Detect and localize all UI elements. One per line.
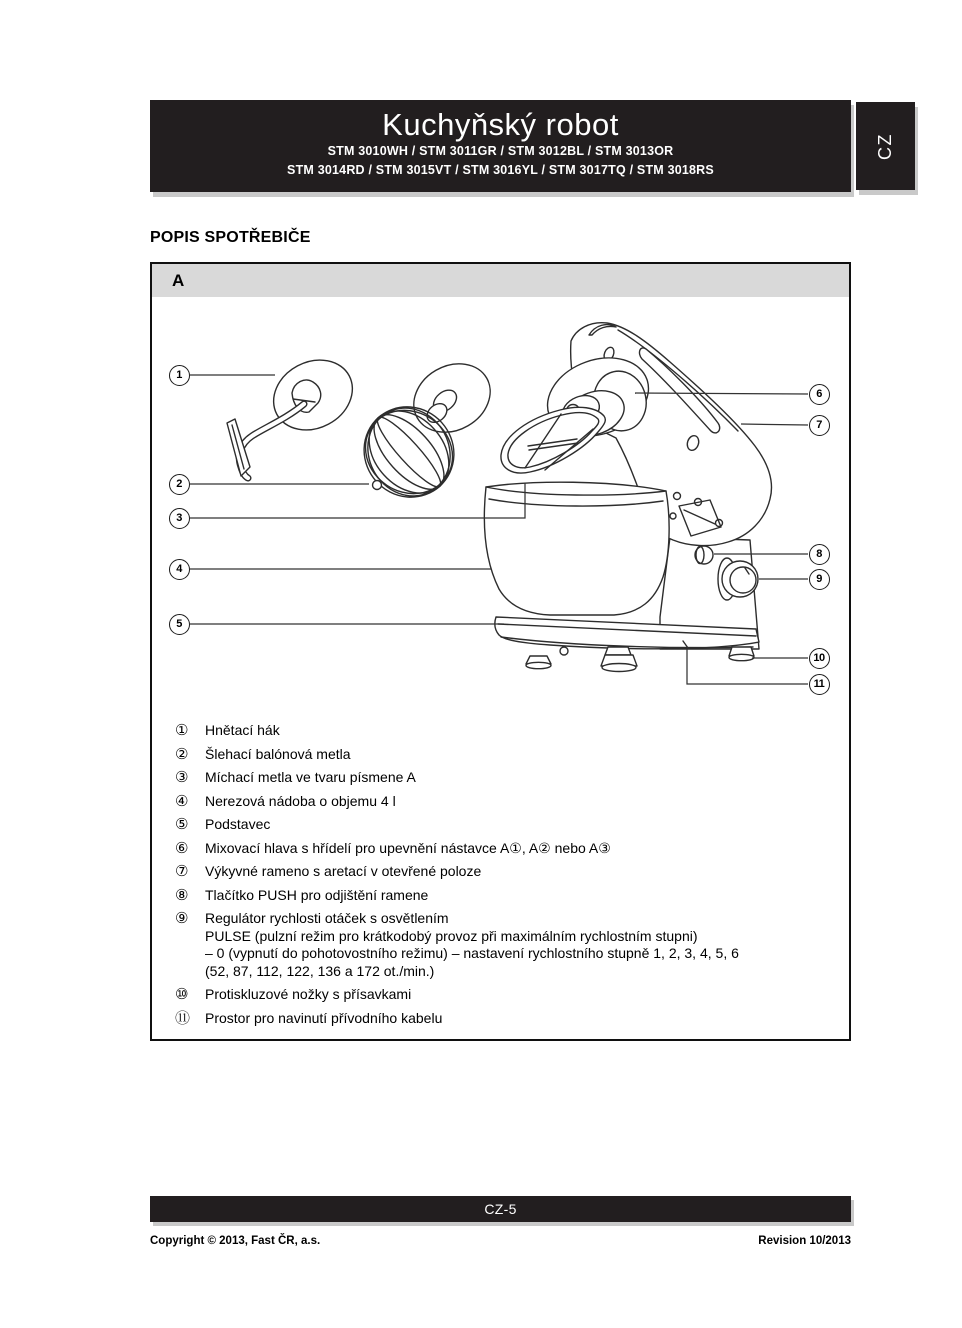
part-item-10 [175,986,833,1004]
figure-box [150,262,851,1041]
part-item-5 [175,816,833,834]
part-item-4 [175,793,833,811]
callout-2: 2 [169,474,190,495]
part-text: Prostor pro navinutí přívodního kabelu [205,1009,443,1026]
part-item-9 [175,910,833,980]
part-text: Hnětací hák [205,722,280,738]
part-text: Výkyvné rameno s aretací v otevřené poloze [205,863,482,879]
page-number-bar [150,1196,851,1222]
part-number: ③ [175,768,189,786]
part-item-7 [175,863,833,881]
callout-1: 1 [169,365,190,386]
parts-list [152,713,849,1027]
figure-label-bar [152,264,849,297]
footer-text-row [150,1235,851,1247]
part-item-3 [175,769,833,787]
part-item-6 [175,840,833,858]
part-number: ⑩ [175,985,189,1003]
language-tab [856,102,915,190]
part-number: ⑧ [175,885,189,904]
part-text: (52, 87, 112, 122, 136 a 172 ot./min.) [205,962,435,979]
figure-label: A [172,271,185,290]
revision-text: Revision 10/2013 [758,1235,851,1247]
header [150,100,851,192]
callout-6: 6 [809,384,830,405]
callout-4: 4 [169,559,190,580]
part-text: Nerezová nádoba o objemu 4 l [205,792,396,809]
mixer-drawing [152,297,849,713]
part-item-11 [175,1010,833,1028]
callout-8: 8 [809,544,830,565]
callout-11: 11 [809,674,830,695]
mixer-line-art [152,297,849,713]
part-text: Regulátor rychlosti otáček s osvětlením [205,910,449,926]
part-item-1 [175,722,833,740]
callout-10: 10 [809,648,830,669]
part-text: Protiskluzové nožky s přísavkami [205,986,412,1002]
part-text: Míchací metla ve tvaru písmene A [205,769,416,785]
part-number: ⑤ [175,815,189,833]
callout-5: 5 [169,614,190,635]
part-item-8 [175,887,833,905]
section-title: POPIS SPOTŘEBIČE [150,229,311,247]
part-number: ① [175,721,189,739]
callout-3: 3 [169,508,190,529]
part-item-2 [175,746,833,764]
part-number: ④ [175,791,189,810]
product-title: Kuchyňský robot [382,107,619,142]
models-line-1: STM 3010WH / STM 3011GR / STM 3012BL / STM 3013OR [327,144,674,158]
part-text: Šlehací balónová metla [205,745,351,762]
models-line-2: STM 3014RD / STM 3015VT / STM 3016YL / STM 3017TQ / STM 3018RS [287,162,714,177]
part-text: Tlačítko PUSH pro odjištění ramene [205,886,429,903]
part-number: ⑦ [175,862,189,880]
part-text: – 0 (vypnutí do pohotovostního režimu) – nastavení rychlostního stupně 1, 2, 3, 4, 5, 6 [205,945,739,961]
part-text: PULSE (pulzní režim pro krátkodobý provoz při maximálním rychlostním stupni) [205,927,698,944]
page-number: CZ-5 [484,1201,517,1217]
part-text: Mixovací hlava s hřídelí pro upevnění nástavce A①, A② nebo A③ [205,839,611,856]
part-text: Podstavec [205,816,271,832]
callout-7: 7 [809,415,830,436]
part-number: ⑪ [175,1008,191,1027]
part-number: ② [175,744,189,763]
callout-9: 9 [809,569,830,590]
part-number: ⑨ [175,909,189,927]
language-tab-label: CZ [875,132,895,160]
copyright-text: Copyright © 2013, Fast ČR, a.s. [150,1235,321,1247]
part-number: ⑥ [175,838,189,857]
